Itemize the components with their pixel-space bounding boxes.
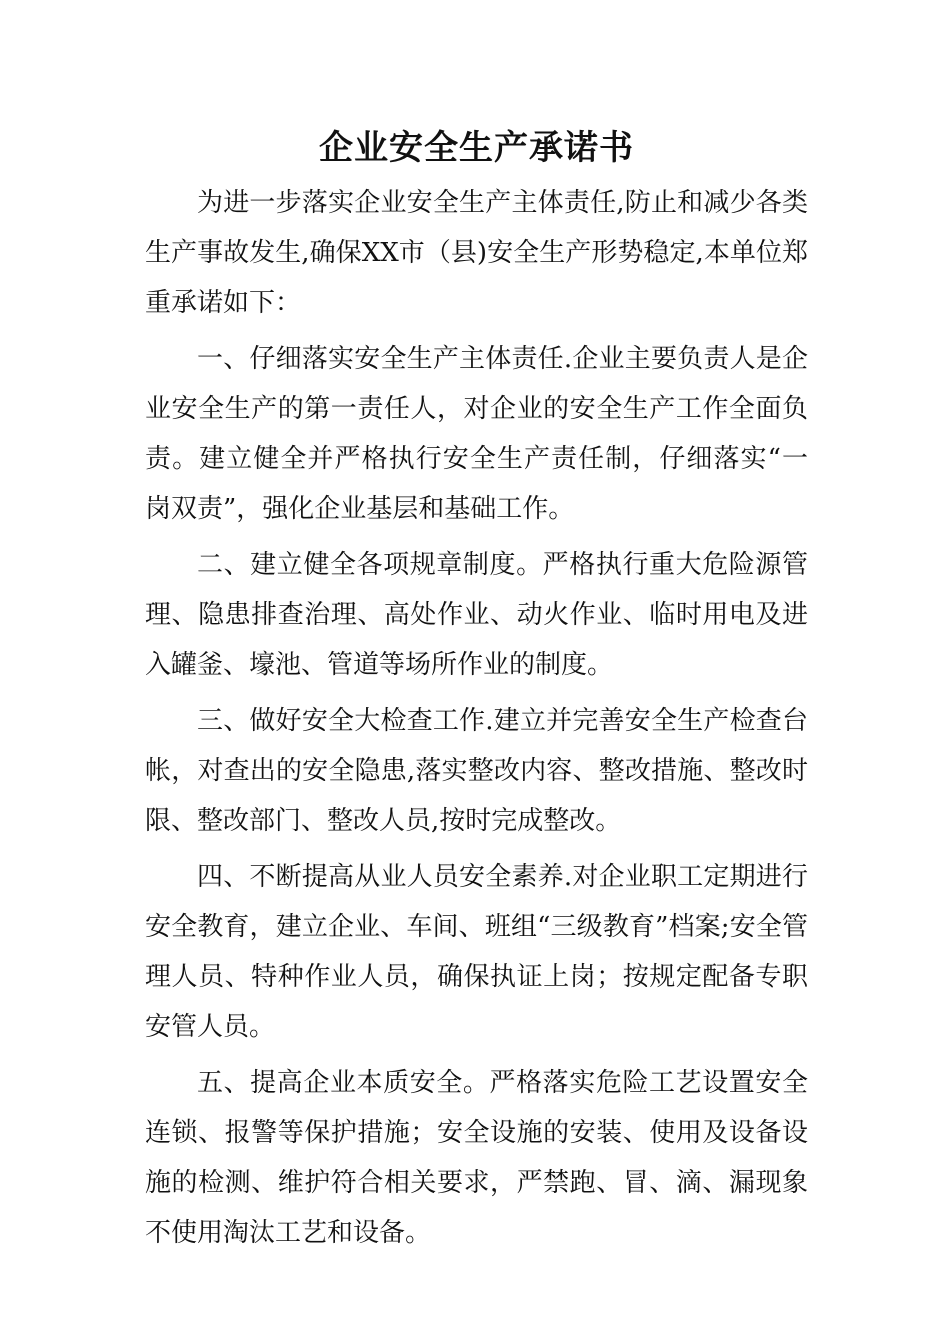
- paragraph-item-5: 五、提高企业本质安全。严格落实危险工艺设置安全连锁、报警等保护措施；安全设施的安装、使用及设备设施的检测、维护符合相关要求，严禁跑、冒、滴、漏现象不使用淘汰工艺和设备。: [145, 1068, 808, 1248]
- paragraph-item-4: 四、不断提高从业人员安全素养.对企业职工定期进行安全教育，建立企业、车间、班组“三级教育”档案;安全管理人员、特种作业人员，确保执证上岗；按规定配备专职安管人员。: [145, 862, 808, 1042]
- paragraph-intro: 为进一步落实企业安全生产主体责任,防止和减少各类生产事故发生,确保XX市（县)安全生产形势稳定,本单位郑重承诺如下：: [145, 188, 808, 318]
- paragraph-item-2: 二、建立健全各项规章制度。严格执行重大危险源管理、隐患排查治理、高处作业、动火作业、临时用电及进入罐釜、壕池、管道等场所作业的制度。: [145, 550, 808, 680]
- document-title: 企业安全生产承诺书: [319, 128, 634, 168]
- paragraph-item-3: 三、做好安全大检查工作.建立并完善安全生产检查台帐，对查出的安全隐患,落实整改内容、整改措施、整改时限、整改部门、整改人员,按时完成整改。: [145, 706, 808, 836]
- paragraph-item-1: 一、仔细落实安全生产主体责任.企业主要负责人是企业安全生产的第一责任人，对企业的安全生产工作全面负责。建立健全并严格执行安全生产责任制，仔细落实“一岗双责”，强化企业基层和基础工作。: [145, 344, 808, 524]
